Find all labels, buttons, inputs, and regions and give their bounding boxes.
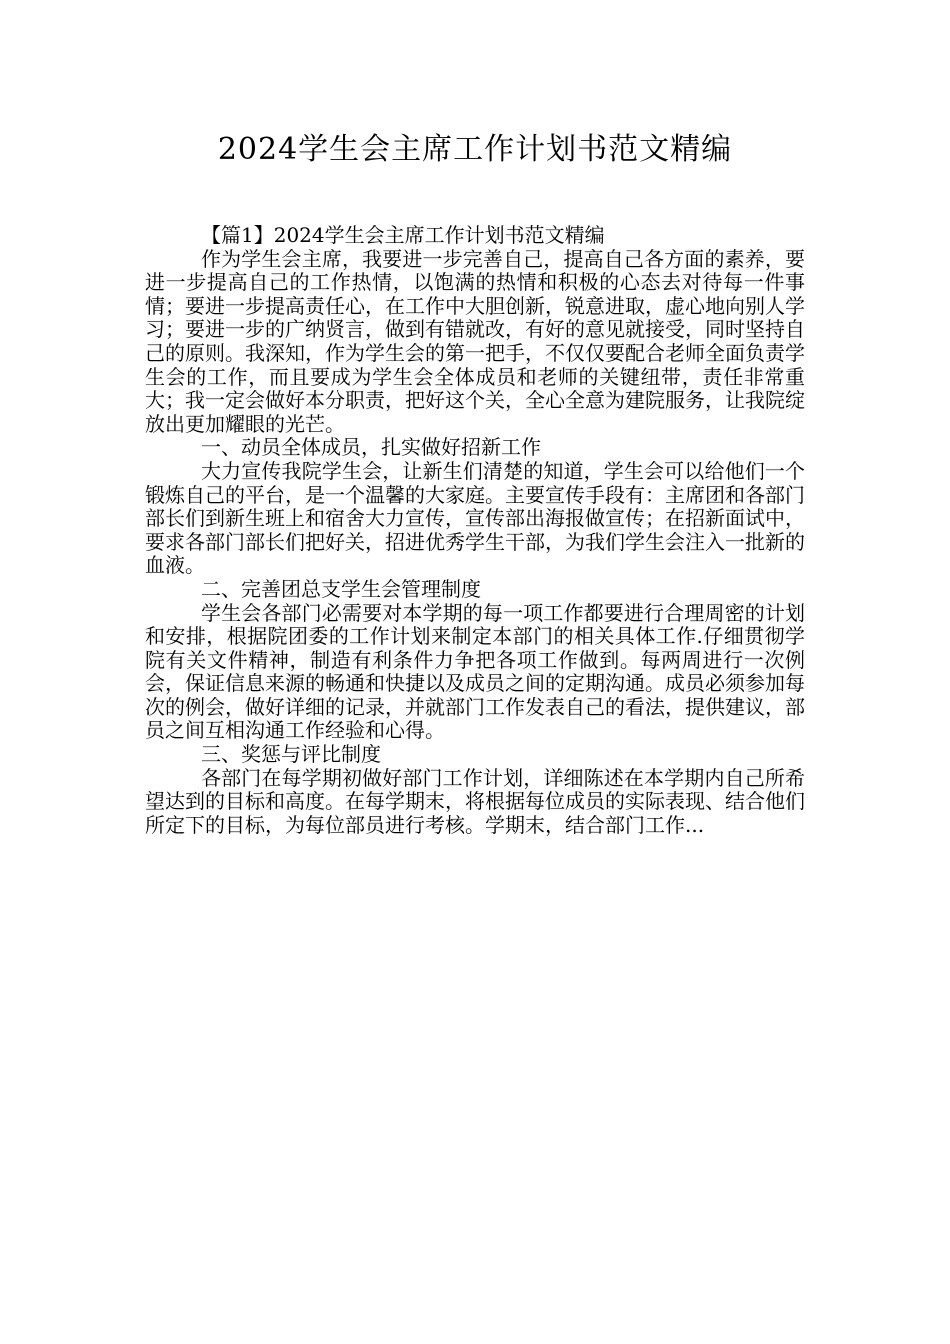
section-label: 【篇1】2024学生会主席工作计划书范文精编 xyxy=(201,223,605,247)
document-body xyxy=(145,224,805,837)
intro-paragraph: 作为学生会主席，我要进一步完善自己，提高自己各方面的素养，要进一步提高自己的工作热情，以饱满的热情和积极的心态去对待每一件事情；要进一步提高责任心，在工作中大胆创新，锐意进取，虚心地向别人学习；要进一步的广纳贤言，做到有错就改，有好的意见就接受，同时坚持自己的原则。我深知，作为学生会的第一把手，不仅仅要配合老师全面负责学生会的工作，而且要成为学生会全体成员和老师的关键纽带，责任非常重大；我一定会做好本分职责，把好这个关，全心全意为建院服务，让我院绽放出更加耀眼的光芒。 xyxy=(145,246,805,436)
section-paragraph-1: 大力宣传我院学生会，让新生们清楚的知道，学生会可以给他们一个锻炼自己的平台，是一个温馨的大家庭。主要宣传手段有：主席团和各部门部长们到新生班上和宿舍大力宣传，宣传部出海报做宣传；在招新面试中，要求各部门部长们把好关，招进优秀学生干部，为我们学生会注入一批新的血液。 xyxy=(145,458,805,578)
section-heading-3: 三、奖惩与评比制度 xyxy=(201,742,381,767)
document-title: 2024学生会主席工作计划书范文精编 xyxy=(217,132,733,167)
section-heading-1: 一、动员全体成员，扎实做好招新工作 xyxy=(201,435,541,460)
section-heading-2: 二、完善团总支学生会管理制度 xyxy=(201,576,481,601)
section-paragraph-3: 各部门在每学期初做好部门工作计划，详细陈述在本学期内自己所希望达到的目标和高度。在每学期末，将根据每位成员的实际表现、结合他们所定下的目标，为每位部员进行考核。学期末，结合部门工作... xyxy=(145,765,805,837)
section-paragraph-2: 学生会各部门必需要对本学期的每一项工作都要进行合理周密的计划和安排，根据院团委的工作计划来制定本部门的相关具体工作.仔细贯彻学院有关文件精神，制造有利条件力争把各项工作做到。每两周进行一次例会，保证信息来源的畅通和快捷以及成员之间的定期沟通。成员必须参加每次的例会，做好详细的记录，并就部门工作发表自己的看法，提供建议，部员之间互相沟通工作经验和心得。 xyxy=(145,600,805,743)
